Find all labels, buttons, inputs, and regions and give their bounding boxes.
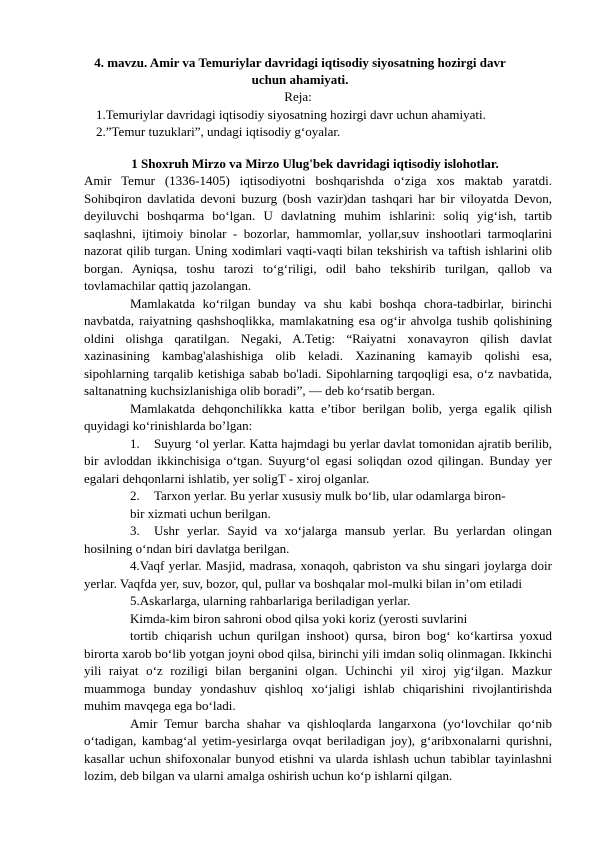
list-item-continuation: bir xizmati uchun berilgan. xyxy=(130,505,271,521)
list-item: 5.Askarlarga, ularning rahbarlariga beriladigan yerlar. xyxy=(130,593,411,608)
list-number: 3. xyxy=(130,523,140,538)
plan-item-2: 2.”Temur tuzuklari”, undagi iqtisodiy g‘oyalar. xyxy=(96,124,341,139)
list-item xyxy=(84,522,552,557)
paragraph: Mamlakatda dehqonchilikka katta e’tibor berilgan bolib, yerga egalik qilish quyidagi ko‘rinishlarda bo’lgan: xyxy=(84,400,552,433)
list-number: 2. xyxy=(130,488,140,503)
page-title: 4. mavzu. Amir va Temuriylar davridagi iqtisodiy siyosatning hozirgi davr uchun ahamiyati. xyxy=(94,55,506,87)
paragraph: Kimda-kim biron sahroni obod qilsa yoki koriz (yerosti suvlarini xyxy=(130,610,468,626)
section-title: 1 Shoxruh Mirzo va Mirzo Ulug'bek davridagi iqtisodiy islohotlar. xyxy=(131,156,499,171)
list-item xyxy=(84,435,552,488)
list-item-text: Ushr yerlar. Sayid va xo‘jalarga mansub yerlar. Bu yerlardan olingan hosilning o‘ndan biri davlatga berilgan. xyxy=(84,523,552,556)
paragraph: Amir Temur barcha shahar va qishloqlarda langarxona (yo‘lovchilar qo‘nib o‘tadigan, kambag‘al yetim-yesirlarga ovqat beriladigan joy), g‘aribxonalarni qurishni, kasallar uchun shifoxonalar bunyod etishni va ularda ishlash uchun tabiblar tayinlashni lozim, deb bilgan va ularni amalga oshirish uchun ko‘p ishlarni qilgan. xyxy=(84,715,552,783)
paragraph: tortib chiqarish uchun qurilgan inshoot) qursa, biron bog‘ ko‘kartirsa yoxud birorta xarob bo‘lib yotgan joyni obod qilsa, birinchi yili imdan soliq olinmagan. Ikkinchi yili raiyat o‘z roziligi bilan berganini olgan. Uchinchi yil xiroj yig‘ilgan. Mazkur muammoga bunday yondashuv qishloq xo‘jaligi ishlab chiqarishini rivojlantirishda muhim mavqega ega bo‘ladi. xyxy=(84,628,552,713)
list-item: 4.Vaqf yerlar. Masjid, madrasa, xonaqoh, qabriston va shu singari joylarga doir yerlar. Vaqfda yer, suv, bozor, qul, pullar va boshqalar mol-mulki bilan in’om etiladi xyxy=(84,558,552,591)
paragraph: Amir Temur (1336-1405) iqtisodiyotni boshqarishda o‘ziga xos maktab yaratdi. Sohibqiron davlatida devoni buzurg (bosh vazir)dan tashqari har bir viloyatda Devon, deyiluvchi boshqarma bo‘lgan. U davlatning muhim ishlarini: soliq yig‘ish, tartib saqlashni, ijtimoiy binolar - bozorlar, hammomlar, yollar,suv inshootlari tarmoqlarini nazorat qilib turgan. Uning xodimlari vaqti-vaqti bilan tekshirish va taftish ishlarini olib borgan. Ayniqsa, toshu tarozi to‘g‘riligi, odil baho tekshirib turilgan, qallob va tovlamachilar qattiq jazolangan. xyxy=(84,173,552,293)
list-number: 1. xyxy=(130,435,140,451)
document-body xyxy=(84,172,552,785)
list-item-text: Tarxon yerlar. Bu yerlar xususiy mulk bo‘lib, ular odamlarga biron- xyxy=(154,488,506,503)
paragraph: Mamlakatda ko‘rilgan bunday va shu kabi boshqa chora-tadbirlar, birinchi navbatda, raiyatning qashshoqlikka, mamlakatning esa og‘ir ahvolga tushib qolishining oldini olishga qaratilgan. Negaki, A.Tetig: “Raiyatni xonavayron qilish davlat xazinasining kambag'alashishiga olib keladi. Xazinaning kamayib qolishi esa, sipohlarning tarqalib ketishiga sabab bo'ladi. Sipohlarning tarqoqligi esa, o‘z navbatida, saltanatning kuchsizlanishiga olib boradi”, — deb ko‘rsatib bergan. xyxy=(84,295,552,398)
plan-item-1: 1.Temuriylar davridagi iqtisodiy siyosatning hozirgi davr uchun ahamiyati. xyxy=(96,107,486,122)
list-item xyxy=(84,487,552,505)
plan-label: Reja: xyxy=(284,89,312,104)
list-item-text: Suyurg ‘ol yerlar. Katta hajmdagi bu yerlar davlat tomonidan ajratib berilib, bir avloddan ikkinchisiga o‘tgan. Suyurg‘ol egasi soliqdan ozod qilingan. Bunday yer egalari dehqonlarni ishlatib, yer soligT - xiroj olganlar. xyxy=(84,435,552,486)
